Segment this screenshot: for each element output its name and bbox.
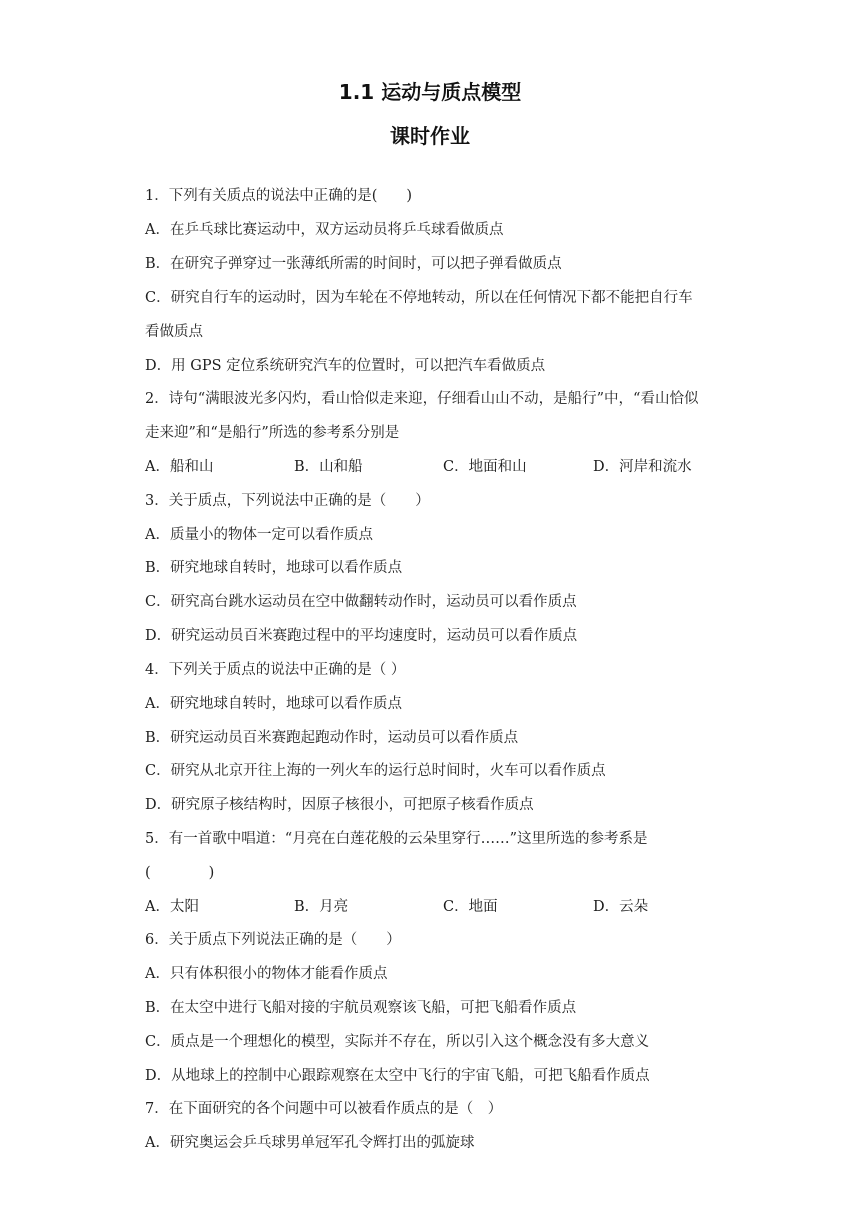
question-5-blank: ( ): [145, 865, 215, 881]
question-6-option-b: B．在太空中进行飞船对接的宇航员观察该飞船，可把飞船看作质点: [145, 1000, 577, 1016]
question-2-stem: 2．诗句“满眼波光多闪灼，看山恰似走来迎，仔细看山山不动，是船行”中，“看山恰似: [145, 391, 699, 407]
question-1-option-c-cont: 看做质点: [145, 324, 203, 340]
question-1-option-c: C．研究自行车的运动时，因为车轮在不停地转动，所以在任何情况下都不能把自行车: [145, 290, 693, 306]
question-5-options: [145, 897, 745, 917]
question-4-option-b: B．研究运动员百米赛跑起跑动作时，运动员可以看作质点: [145, 730, 519, 746]
question-5-option-d: D．云朵: [593, 899, 649, 915]
question-6-option-d: D．从地球上的控制中心跟踪观察在太空中飞行的宇宙飞船，可把飞船看作质点: [145, 1068, 650, 1084]
question-2-stem-cont: 走来迎”和“是船行”所选的参考系分别是: [145, 425, 400, 441]
question-4-option-c: C．研究从北京开往上海的一列火车的运行总时间时，火车可以看作质点: [145, 763, 606, 779]
question-7-option-a: A．研究奥运会乒乓球男单冠军孔令辉打出的弧旋球: [145, 1135, 475, 1151]
question-5-stem: 5．有一首歌中唱道：“月亮在白莲花般的云朵里穿行……”这里所选的参考系是: [145, 831, 648, 847]
question-1-option-a: A．在乒乓球比赛运动中，双方运动员将乒乓球看做质点: [145, 222, 504, 238]
question-3-stem: 3．关于质点，下列说法中正确的是（ ）: [145, 493, 430, 509]
question-5-option-b: B．月亮: [294, 899, 349, 915]
question-6-stem: 6．关于质点下列说法正确的是（ ）: [145, 932, 401, 948]
question-1-option-d: D．用 GPS 定位系统研究汽车的位置时，可以把汽车看做质点: [145, 358, 546, 374]
question-7-stem: 7．在下面研究的各个问题中可以被看作质点的是（ ）: [145, 1101, 503, 1117]
question-6-option-a: A．只有体积很小的物体才能看作质点: [145, 966, 388, 982]
question-4-option-d: D．研究原子核结构时，因原子核很小，可把原子核看作质点: [145, 797, 534, 813]
question-2-option-c: C．地面和山: [443, 459, 527, 475]
question-2-options: [145, 457, 745, 477]
question-6-option-c: C．质点是一个理想化的模型，实际并不存在，所以引入这个概念没有多大意义: [145, 1034, 650, 1050]
question-2-option-b: B．山和船: [294, 459, 363, 475]
document-subtitle: 课时作业: [390, 124, 470, 148]
question-3-option-d: D．研究运动员百米赛跑过程中的平均速度时，运动员可以看作质点: [145, 628, 578, 644]
question-3-option-b: B．研究地球自转时，地球可以看作质点: [145, 560, 403, 576]
question-2-option-a: A．船和山: [145, 459, 214, 475]
question-3-option-c: C．研究高台跳水运动员在空中做翻转动作时，运动员可以看作质点: [145, 594, 577, 610]
question-5-option-a: A．太阳: [145, 899, 199, 915]
question-3-option-a: A．质量小的物体一定可以看作质点: [145, 527, 373, 543]
document-title: 1.1 运动与质点模型: [338, 80, 522, 104]
question-4-stem: 4．下列关于质点的说法中正确的是（ ）: [145, 662, 406, 678]
question-2-option-d: D．河岸和流水: [593, 459, 692, 475]
question-1-option-b: B．在研究子弹穿过一张薄纸所需的时间时，可以把子弹看做质点: [145, 256, 562, 272]
question-4-option-a: A．研究地球自转时，地球可以看作质点: [145, 696, 402, 712]
question-1-stem: 1．下列有关质点的说法中正确的是( ): [145, 188, 413, 204]
question-5-option-c: C．地面: [443, 899, 498, 915]
